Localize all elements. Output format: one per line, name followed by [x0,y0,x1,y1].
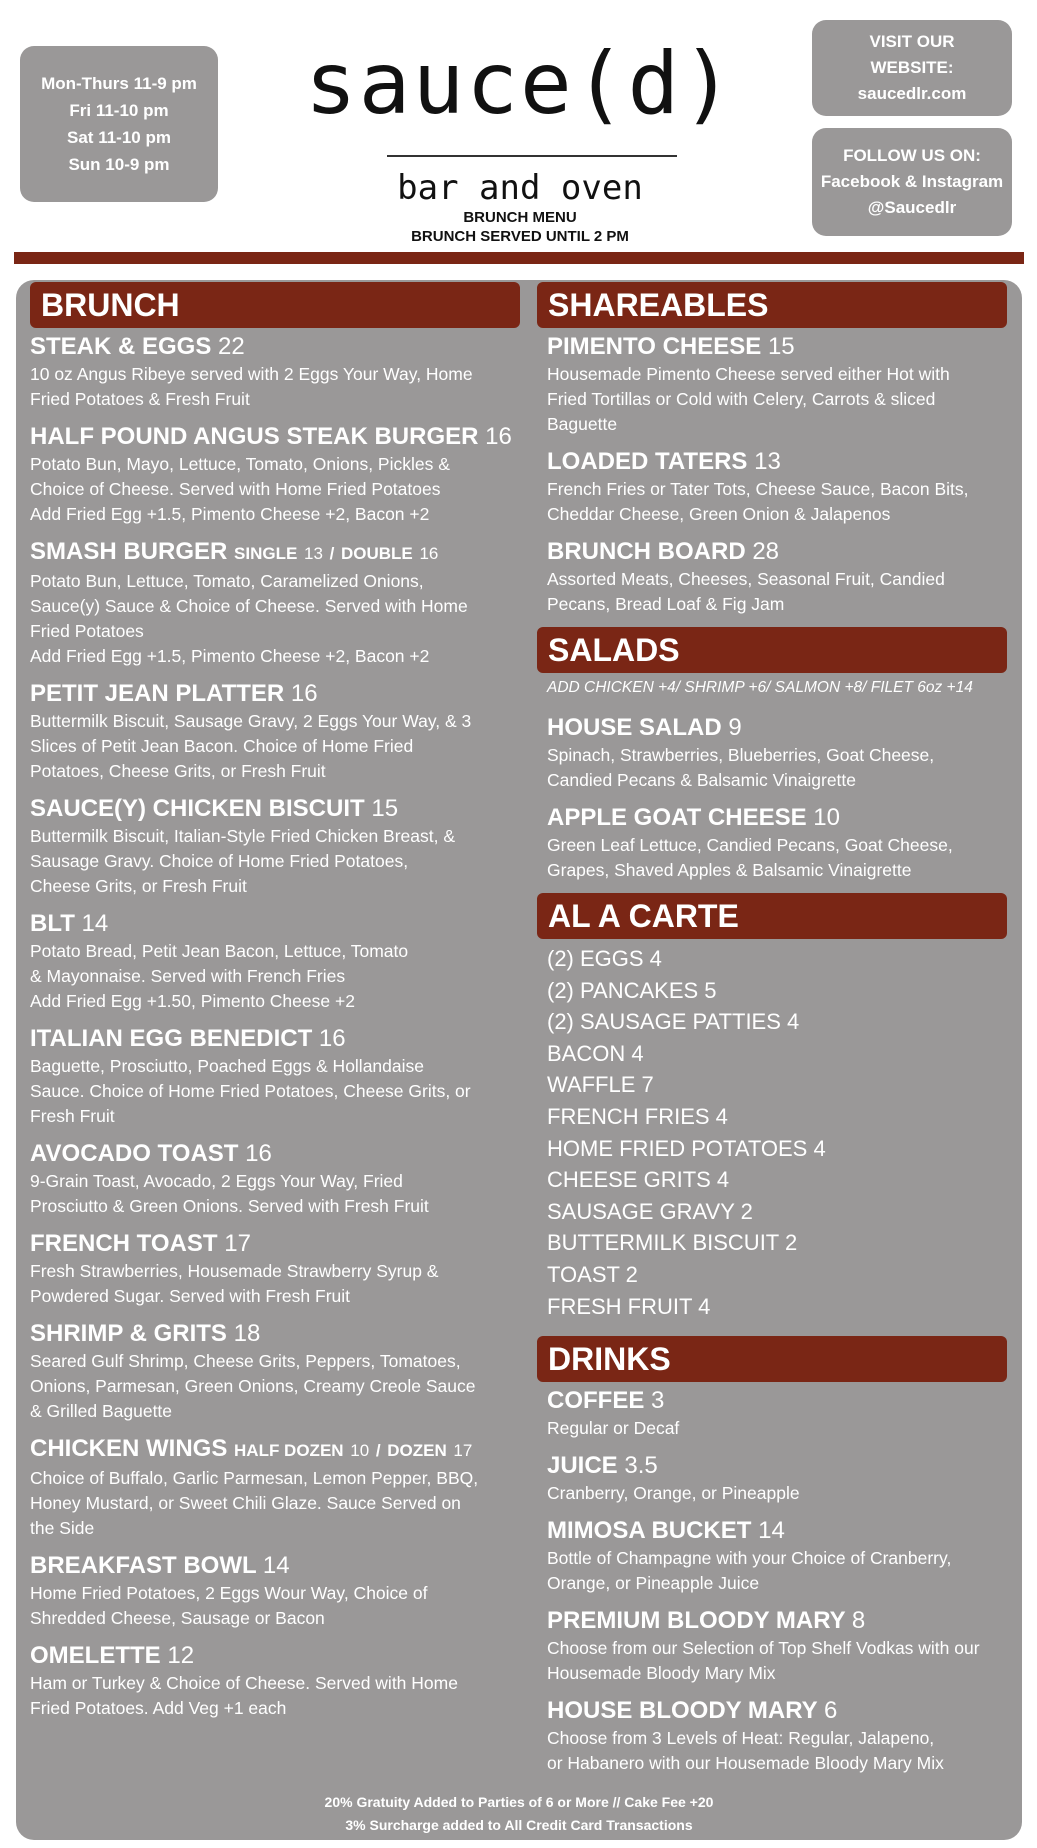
salad-addons: ADD CHICKEN +4/ SHRIMP +6/ SALMON +8/ FILET 6oz +14 [547,679,973,696]
item-description: Potato Bun, Mayo, Lettuce, Tomato, Onions, Pickles & [30,454,450,474]
item-description: Bottle of Champagne with your Choice of Cranberry, [547,1548,952,1569]
header-divider-bar [14,252,1024,264]
left-column [30,282,520,1731]
item-heading [547,332,1007,362]
website-box [812,20,1012,116]
website-label: WEBSITE: [870,58,954,77]
website-link[interactable]: saucedlr.com [857,84,967,103]
item-price: 14 [81,910,109,937]
menu-item [537,447,1007,527]
item-name: PIMENTO CHEESE [547,333,762,360]
item-name: BLT [30,910,75,937]
menu-item [537,1451,1007,1506]
item-price: 8 [851,1607,866,1635]
item-description: Choice of Buffalo, Garlic Parmesan, Lemon Pepper, BBQ, [30,1468,479,1488]
menu-item [30,1139,520,1219]
item-separator: / [329,544,335,563]
item-description: Fried Potatoes. Add Veg +1 each [30,1698,287,1718]
item-price: 15 [767,333,795,360]
item-heading [547,1451,1007,1481]
item-price: 15 [371,795,399,822]
item-heading [30,1551,520,1581]
alacarte-items [537,943,1007,1322]
item-description: Fresh Fruit [30,1106,115,1126]
item-description: Sausage Gravy. Choice of Home Fried Potatoes, [30,851,409,871]
item-name: BREAKFAST BOWL [30,1552,257,1579]
logo-divider [387,155,677,157]
menu-item [30,1434,520,1541]
item-description: & Grilled Baguette [30,1401,173,1421]
item-name: PREMIUM BLOODY MARY [547,1607,846,1635]
item-price: 14 [262,1552,290,1579]
section-heading-alacarte: AL A CARTE [537,893,1007,939]
item-description: Buttermilk Biscuit, Italian-Style Fried Chicken Breast, & [30,826,456,846]
item-heading [547,1386,1007,1416]
item-heading [30,1641,520,1671]
section-heading-drinks: DRINKS [537,1336,1007,1382]
item-heading [30,1229,520,1259]
item-heading [547,537,1007,567]
alacarte-item: WAFFLE 7 [547,1072,654,1098]
item-heading [547,1516,1007,1546]
item-price: 16 [419,544,439,563]
item-description: or Habanero with our Housemade Bloody Mary Mix [547,1753,944,1774]
section-heading-salads: SALADS [537,627,1007,673]
item-description: Assorted Meats, Cheeses, Seasonal Fruit, Candied [547,569,945,589]
item-description: Fried Tortillas or Cold with Celery, Carrots & sliced [547,389,936,409]
item-description: Housemade Bloody Mary Mix [547,1663,776,1684]
item-description: Shredded Cheese, Sausage or Bacon [30,1608,325,1628]
item-price: 16 [485,423,512,450]
item-name: LOADED TATERS [547,448,748,475]
item-price: 16 [290,680,318,707]
menu-item [537,1696,1007,1776]
item-option: SINGLE [234,544,298,563]
menu-item [537,1606,1007,1686]
alacarte-item: BUTTERMILK BISCUIT 2 [547,1230,798,1256]
menu-item [30,1641,520,1721]
item-description: Baguette, Prosciutto, Poached Eggs & Hollandaise [30,1056,424,1076]
item-description: Choose from our Selection of Top Shelf Vodkas with our [547,1638,980,1659]
item-price: 18 [233,1320,261,1347]
item-price: 10 [813,804,840,831]
item-name: HOUSE SALAD [547,714,722,741]
item-name: COFFEE [547,1387,645,1415]
item-description: Prosciutto & Green Onions. Served with Fresh Fruit [30,1196,429,1216]
item-description: Cranberry, Orange, or Pineapple [547,1483,800,1504]
item-price: 16 [245,1140,272,1167]
right-column [537,282,1007,1786]
item-description: Onions, Parmesan, Green Onions, Creamy Creole Sauce [30,1376,476,1396]
menu-item [30,1024,520,1129]
menu-item [30,1551,520,1631]
item-description: Choice of Cheese. Served with Home Fried Potatoes [30,479,441,499]
item-name: BRUNCH BOARD [547,538,746,565]
social-handle[interactable]: @Saucedlr [867,198,957,217]
item-option: DOUBLE [340,544,413,563]
menu-item [30,1229,520,1309]
item-heading [30,909,520,939]
footer [216,1791,822,1837]
item-description: Potato Bread, Petit Jean Bacon, Lettuce, Tomato [30,941,409,961]
menu-item [30,537,520,669]
item-description: Powdered Sugar. Served with Fresh Fruit [30,1286,351,1306]
item-separator: / [375,1441,381,1460]
item-name: STEAK & EGGS [30,333,212,360]
item-description: Honey Mustard, or Sweet Chili Glaze. Sauce Served on [30,1493,461,1513]
item-price: 12 [167,1642,195,1669]
item-description: Cheddar Cheese, Green Onion & Jalapenos [547,504,891,524]
footer-note: 3% Surcharge added to All Credit Card Transactions [345,1817,693,1833]
item-price: 3.5 [624,1452,658,1480]
alacarte-item: TOAST 2 [547,1261,638,1287]
item-heading [30,1139,520,1169]
item-price: 13 [303,544,323,563]
item-name: SMASH BURGER [30,538,228,565]
item-description: Add Fried Egg +1.50, Pimento Cheese +2 [30,991,355,1011]
alacarte-item: (2) PANCAKES 5 [547,977,717,1003]
item-description: Potatoes, Cheese Grits, or Fresh Fruit [30,761,326,781]
item-name: CHICKEN WINGS [30,1435,228,1462]
item-description: Potato Bun, Lettuce, Tomato, Caramelized Onions, [30,571,424,591]
item-option: DOZEN [387,1441,447,1460]
item-description: the Side [30,1518,95,1538]
logo-wordmark: sauce(d) [304,34,736,134]
item-option: HALF DOZEN [234,1441,344,1460]
item-description: Green Leaf Lettuce, Candied Pecans, Goat Cheese, [547,835,953,855]
menu-item [30,909,520,1014]
item-price: 28 [752,538,780,565]
menu-title-block [320,208,720,246]
menu-item [537,332,1007,437]
item-name: JUICE [547,1452,618,1480]
item-heading [547,1606,1007,1636]
item-heading [30,679,520,709]
item-description: Add Fried Egg +1.5, Pimento Cheese +2, Bacon +2 [30,646,430,666]
item-description: Sauce. Choice of Home Fried Potatoes, Cheese Grits, or [30,1081,471,1101]
item-name: AVOCADO TOAST [30,1140,239,1167]
section-heading-brunch: BRUNCH [30,282,520,328]
item-price: 17 [224,1230,251,1257]
item-description: Spinach, Strawberries, Blueberries, Goat Cheese, [547,745,935,765]
item-price: 22 [218,333,245,360]
menu-item [30,332,520,412]
footer-note: 20% Gratuity Added to Parties of 6 or More // Cake Fee +20 [324,1794,714,1810]
item-description: 9-Grain Toast, Avocado, 2 Eggs Your Way, Fried [30,1171,403,1191]
social-label: FOLLOW US ON: [843,146,981,165]
alacarte-item: HOME FRIED POTATOES 4 [547,1135,826,1161]
item-description: Choose from 3 Levels of Heat: Regular, Jalapeno, [547,1728,935,1749]
alacarte-item: SAUSAGE GRAVY 2 [547,1198,753,1224]
item-description: Regular or Decaf [547,1418,680,1439]
item-heading [30,332,520,362]
item-description: Fresh Strawberries, Housemade Strawberry Syrup & [30,1261,439,1281]
item-name: SAUCE(Y) CHICKEN BISCUIT [30,795,365,822]
item-description: Orange, or Pineapple Juice [547,1573,760,1594]
item-description: Cheese Grits, or Fresh Fruit [30,876,247,896]
item-heading [547,1696,1007,1726]
item-heading [547,803,1007,833]
hours-box [20,46,218,202]
hours-line: Sat 11-10 pm [67,128,171,147]
item-description: Candied Pecans & Balsamic Vinaigrette [547,770,857,790]
item-description: Slices of Petit Jean Bacon. Choice of Home Fried [30,736,414,756]
item-name: PETIT JEAN PLATTER [30,680,285,707]
menu-item [537,803,1007,883]
alacarte-item: CHEESE GRITS 4 [547,1167,730,1193]
menu-note: BRUNCH SERVED UNTIL 2 PM [411,228,629,245]
item-description: French Fries or Tater Tots, Cheese Sauce, Bacon Bits, [547,479,969,499]
item-heading [30,1434,520,1466]
alacarte-item: FRESH FRUIT 4 [547,1293,711,1319]
salads-items [537,713,1007,883]
item-heading [547,447,1007,477]
item-name: SHRIMP & GRITS [30,1320,227,1347]
item-name: APPLE GOAT CHEESE [547,804,807,831]
website-label: VISIT OUR [869,32,955,51]
item-heading [30,537,520,569]
item-name: FRENCH TOAST [30,1230,218,1257]
item-price: 14 [758,1517,785,1545]
item-price: 9 [728,714,742,741]
hours-line: Sun 10-9 pm [68,155,170,174]
item-description: Sauce(y) Sauce & Choice of Cheese. Served with Home [30,596,468,616]
item-description: 10 oz Angus Ribeye served with 2 Eggs Your Way, Home [30,364,473,384]
item-name: HALF POUND ANGUS STEAK BURGER [30,423,479,450]
item-price: 3 [651,1387,665,1415]
item-description: Fried Potatoes [30,621,144,641]
item-description: Home Fried Potatoes, 2 Eggs Wour Way, Choice of [30,1583,428,1603]
menu-item [537,537,1007,617]
alacarte-item: (2) SAUSAGE PATTIES 4 [547,1009,800,1035]
item-price: 16 [318,1025,346,1052]
item-heading [30,422,520,452]
social-box [812,128,1012,236]
item-price: 6 [823,1697,838,1725]
alacarte-item: FRENCH FRIES 4 [547,1103,728,1129]
item-name: MIMOSA BUCKET [547,1517,752,1545]
item-description: Baguette [547,414,618,434]
item-name: OMELETTE [30,1642,161,1669]
item-description: Grapes, Shaved Apples & Balsamic Vinaigrette [547,860,912,880]
menu-item [30,1319,520,1424]
menu-item [537,1516,1007,1596]
item-price: 13 [754,448,781,475]
hours-line: Mon-Thurs 11-9 pm [41,74,197,93]
shareables-items [537,332,1007,617]
item-price: 17 [453,1441,473,1460]
item-heading [30,1024,520,1054]
alacarte-item: (2) EGGS 4 [547,946,662,971]
item-heading [30,1319,520,1349]
item-description: Ham or Turkey & Choice of Cheese. Served with Home [30,1673,458,1693]
drinks-items [537,1386,1007,1776]
menu-item [537,713,1007,793]
item-description: & Mayonnaise. Served with French Fries [30,966,346,986]
item-name: ITALIAN EGG BENEDICT [30,1025,313,1052]
item-description: Add Fried Egg +1.5, Pimento Cheese +2, Bacon +2 [30,504,430,524]
alacarte-item: BACON 4 [547,1040,644,1066]
item-description: Pecans, Bread Loaf & Fig Jam [547,594,785,614]
social-platforms: Facebook & Instagram [820,172,1004,191]
item-description: Fried Potatoes & Fresh Fruit [30,389,250,409]
item-price: 10 [350,1441,370,1460]
brunch-items [30,332,520,1721]
menu-item [30,679,520,784]
item-heading [30,794,520,824]
item-heading [547,713,1007,743]
item-description: Housemade Pimento Cheese served either Hot with [547,364,950,384]
menu-item [30,422,520,527]
section-heading-shareables: SHAREABLES [537,282,1007,328]
logo-subtitle: bar and oven [397,168,643,208]
menu-item [537,1386,1007,1441]
item-description: Buttermilk Biscuit, Sausage Gravy, 2 Eggs Your Way, & 3 [30,711,472,731]
item-name: HOUSE BLOODY MARY [547,1697,818,1725]
menu-title: BRUNCH MENU [463,209,577,226]
item-description: Seared Gulf Shrimp, Cheese Grits, Peppers, Tomatoes, [30,1351,461,1371]
hours-line: Fri 11-10 pm [69,101,169,120]
menu-item [30,794,520,899]
